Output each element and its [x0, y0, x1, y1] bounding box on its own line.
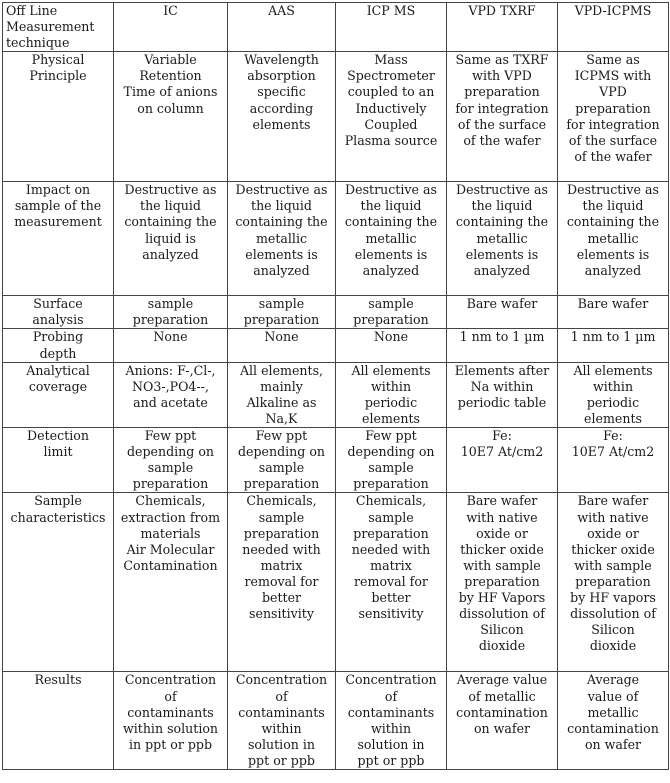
table-row — [3, 296, 669, 329]
table-row — [3, 329, 669, 362]
table-cell: Bare wafer with native oxide or thicker oxide with sample preparation by HF vapors dissolution of Silicon dioxide — [558, 493, 669, 672]
table-cell: sample preparation — [228, 296, 336, 329]
table-cell: Chemicals, sample preparation needed with matrix removal for better sensitivity — [336, 493, 447, 672]
table-cell: sample preparation — [114, 296, 228, 329]
table-cell: Few ppt depending on sample preparation — [336, 428, 447, 493]
table-cell: Anions: F-,Cl-, NO3-,PO4--, and acetate — [114, 362, 228, 427]
header-vpd-txrf: VPD TXRF — [447, 3, 558, 52]
header-vpd-icpms: VPD-ICPMS — [558, 3, 669, 52]
table-cell: sample preparation — [336, 296, 447, 329]
table-cell: Bare wafer with native oxide or thicker oxide with sample preparation by HF Vapors dissolution of Silicon dioxide — [447, 493, 558, 672]
table-cell: Average value of metallic contamination on wafer — [558, 672, 669, 770]
comparison-table — [2, 2, 669, 770]
table-cell: Chemicals, sample preparation needed with matrix removal for better sensitivity — [228, 493, 336, 672]
table-row — [3, 52, 669, 182]
table-cell: Destructive as the liquid containing the metallic elements is analyzed — [558, 182, 669, 296]
table-cell: Variable Retention Time of anions on column — [114, 52, 228, 182]
table-cell: Few ppt depending on sample preparation — [114, 428, 228, 493]
row-label: Surface analysis — [3, 296, 114, 329]
table-cell: Fe: 10E7 At/cm2 — [447, 428, 558, 493]
table-cell: Concentration of contaminants within solution in ppt or ppb — [114, 672, 228, 770]
table-cell: None — [228, 329, 336, 362]
table-cell: All elements within periodic elements — [558, 362, 669, 427]
table-cell: Concentration of contaminants within solution in ppt or ppb — [336, 672, 447, 770]
header-aas: AAS — [228, 3, 336, 52]
table-row — [3, 182, 669, 296]
row-label: Results — [3, 672, 114, 770]
table-row — [3, 493, 669, 672]
table-cell: None — [336, 329, 447, 362]
header-row — [3, 3, 669, 52]
table-cell: All elements, mainly Alkaline as Na,K — [228, 362, 336, 427]
table-cell: Bare wafer — [558, 296, 669, 329]
table-cell: Average value of metallic contamination on wafer — [447, 672, 558, 770]
table-row — [3, 672, 669, 770]
row-label: Analytical coverage — [3, 362, 114, 427]
table-cell: 1 nm to 1 µm — [558, 329, 669, 362]
row-label: Sample characteristics — [3, 493, 114, 672]
row-label: Detection limit — [3, 428, 114, 493]
table-cell: Same as TXRF with VPD preparation for integration of the surface of the wafer — [447, 52, 558, 182]
table-cell: 1 nm to 1 µm — [447, 329, 558, 362]
table-cell: Same as ICPMS with VPD preparation for integration of the surface of the wafer — [558, 52, 669, 182]
table-cell: Destructive as the liquid containing the metallic elements is analyzed — [336, 182, 447, 296]
table-cell: Few ppt depending on sample preparation — [228, 428, 336, 493]
table-cell: Bare wafer — [447, 296, 558, 329]
table-cell: Chemicals, extraction from materials Air Molecular Contamination — [114, 493, 228, 672]
row-label: Impact on sample of the measurement — [3, 182, 114, 296]
table-cell: Fe: 10E7 At/cm2 — [558, 428, 669, 493]
table-cell: Concentration of contaminants within solution in ppt or ppb — [228, 672, 336, 770]
header-technique: Off Line Measurement technique — [3, 3, 114, 52]
table-cell: Destructive as the liquid containing the metallic elements is analyzed — [228, 182, 336, 296]
row-label: Probing depth — [3, 329, 114, 362]
table-cell: Mass Spectrometer coupled to an Inductively Coupled Plasma source — [336, 52, 447, 182]
table-row — [3, 428, 669, 493]
table-cell: Elements after Na within periodic table — [447, 362, 558, 427]
table-cell: None — [114, 329, 228, 362]
row-label: Physical Principle — [3, 52, 114, 182]
header-ic: IC — [114, 3, 228, 52]
table-row — [3, 362, 669, 427]
header-icp-ms: ICP MS — [336, 3, 447, 52]
table-cell: Wavelength absorption specific according elements — [228, 52, 336, 182]
table-cell: Destructive as the liquid containing the metallic elements is analyzed — [447, 182, 558, 296]
table-cell: Destructive as the liquid containing the liquid is analyzed — [114, 182, 228, 296]
table-cell: All elements within periodic elements — [336, 362, 447, 427]
